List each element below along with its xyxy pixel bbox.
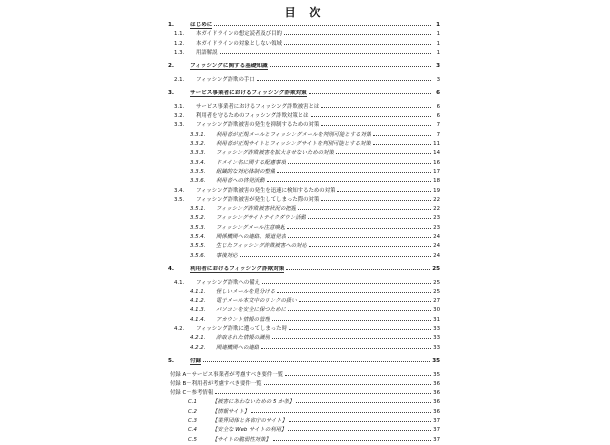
toc-entry (168, 30, 440, 39)
dot-leader (336, 153, 431, 154)
toc-entry-page: 36 (433, 399, 440, 406)
dot-leader (284, 44, 431, 45)
toc-entry-title: フィッシングに関する基礎知識 (190, 63, 268, 70)
toc-entry (168, 196, 440, 205)
toc-entry-number: 3.2. (174, 113, 185, 120)
toc-entry (168, 436, 440, 445)
toc-entry-title: パソコンを安全に保つために (216, 307, 286, 314)
toc-entry-page: 23 (433, 215, 440, 222)
toc-entry (168, 177, 440, 186)
toc-entry (168, 49, 440, 58)
toc-entry-number: C.4 (188, 427, 197, 434)
toc-entry-number: 3.3.1. (190, 131, 206, 138)
toc-entry-page: 1 (436, 22, 440, 28)
toc-entry (168, 252, 440, 261)
toc-entry-page: 27 (433, 298, 440, 305)
toc-entry-page: 36 (433, 380, 440, 387)
dot-leader (309, 246, 431, 247)
toc-entry-page: 35 (433, 371, 440, 378)
toc-entry-number: 4.2. (174, 326, 185, 333)
toc-entry (168, 103, 440, 112)
toc-entry (168, 149, 440, 158)
toc-entry-page: 37 (433, 418, 440, 425)
toc-entry (168, 233, 440, 242)
toc-entry-title: フィッシング詐欺の手口 (196, 76, 255, 83)
toc-entry (168, 187, 440, 196)
toc-entry (168, 21, 440, 30)
toc-entry-page: 33 (433, 335, 440, 342)
toc-entry (168, 40, 440, 49)
toc-entry (168, 224, 440, 233)
toc-entry-page: 11 (433, 141, 440, 148)
dot-leader (321, 107, 431, 108)
toc-entry-title: 【サイトの脆弱性対策】 (212, 436, 271, 443)
dot-leader (321, 125, 431, 126)
toc-entry-page: 35 (432, 358, 440, 365)
toc-entry-title: フィッシング詐欺被害の発生を抑制するための対策 (196, 122, 320, 129)
toc-entry-title: 【業界団体と各省庁のサイト】 (212, 418, 288, 425)
toc-entry (168, 214, 440, 223)
toc-entry-title: 怪しいメールを見分ける (216, 288, 276, 295)
toc-entry-number: 4.1.2. (190, 298, 206, 305)
dot-leader (288, 430, 431, 431)
dot-leader (240, 256, 431, 257)
toc-entry-title: 詐取された情報の識別 (216, 335, 270, 342)
dot-leader (373, 135, 431, 136)
dot-leader (299, 301, 431, 302)
toc-entry-number: C.3 (188, 418, 197, 425)
toc-entry (168, 76, 440, 85)
dot-leader (277, 292, 431, 293)
toc-entry-title: フィッシング詐欺被害の発生を迅速に検知するための対策 (196, 187, 336, 194)
toc-entry (168, 131, 440, 140)
toc-entry-number: 4. (168, 266, 175, 273)
toc-entry-number: 1.2. (174, 40, 185, 47)
toc-entry-number: 3.5.6. (190, 252, 206, 259)
toc-entry-number: 2. (168, 63, 175, 70)
dot-leader (261, 348, 431, 349)
toc-entry-number: 1. (168, 22, 175, 28)
dot-leader (288, 163, 431, 164)
toc-entry-title: 付録 A－サービス事業者が考慮すべき要件一覧 (170, 371, 284, 378)
toc-entry (168, 89, 440, 98)
toc-entry-title: 本ガイドラインの対象としない領域 (196, 40, 282, 47)
toc-entry-title: フィッシング詐欺被害を拡大させないための対策 (216, 150, 334, 157)
toc-entry (168, 325, 440, 334)
toc-entry-title: 組織的な対応体制の整備 (216, 168, 276, 175)
toc-entry-title: 【被害にあわないための 5 か条】 (212, 399, 295, 406)
toc-entry-title: 付録 (190, 358, 202, 365)
toc-entry (168, 380, 440, 389)
toc-entry-number: 4.1.3. (190, 307, 206, 314)
dot-leader (337, 191, 431, 192)
toc-entry (168, 417, 440, 426)
dot-leader (257, 80, 431, 81)
dot-leader (220, 53, 431, 54)
toc-entry-number: 4.1. (174, 279, 185, 286)
toc-entry (168, 121, 440, 130)
toc-entry-title: フィッシング詐欺への備え (196, 279, 261, 286)
toc-entry-page: 31 (433, 316, 440, 323)
toc-entry-number: 3.1. (174, 103, 185, 110)
toc-entry-page: 25 (433, 288, 440, 295)
toc-entry-page: 30 (433, 307, 440, 314)
toc-entry-page: 36 (433, 390, 440, 397)
dot-leader (308, 218, 431, 219)
toc-title: 目 次 (284, 6, 326, 19)
toc-entry (168, 265, 440, 274)
dot-leader (373, 144, 431, 145)
toc-entry-number: 3.5. (174, 196, 185, 203)
toc-entry-page: 22 (433, 196, 440, 203)
toc-entry-page: 18 (433, 178, 440, 185)
toc-entry-number: 3.5.5. (190, 243, 206, 250)
toc-entry-title: 電子メール本文中のリンクの扱い (216, 298, 297, 305)
toc-entry-page: 24 (433, 233, 440, 240)
toc-entry-title: 利用者を守るためのフィッシング詐欺対策とは (196, 113, 309, 120)
dot-leader (289, 329, 431, 330)
toc-entry-title: フィッシングメール注意喚起 (216, 224, 286, 231)
toc-entry (168, 297, 440, 306)
toc-entry-page: 37 (433, 436, 440, 443)
toc-entry-page: 36 (433, 408, 440, 415)
dot-leader (311, 116, 431, 117)
toc-entry-title: 事後対応 (216, 252, 238, 259)
toc-entry-page: 23 (433, 224, 440, 231)
dot-leader (264, 384, 431, 385)
toc-entry-number: 3.3.4. (190, 159, 206, 166)
toc-entry-page: 25 (433, 279, 440, 286)
toc-entry (168, 426, 440, 435)
toc-entry-number: 3.5.3. (190, 224, 206, 231)
toc-entry-number: 3.4. (174, 187, 185, 194)
toc-entry-title: 【安全な Web サイトの利用】 (212, 427, 287, 434)
toc-entry-title: 関係機関への連絡、報道発表 (216, 233, 287, 240)
dot-leader (267, 181, 431, 182)
toc-entry-title: 利用者におけるフィッシング詐欺対策 (190, 266, 285, 273)
dot-leader (262, 283, 431, 284)
toc-entry-page: 37 (433, 427, 440, 434)
toc-entry-page: 33 (433, 326, 440, 333)
toc-entry-title: 本ガイドラインの想定読者及び目的 (196, 31, 282, 38)
toc-entry-number: C.2 (188, 408, 197, 415)
toc-entry-page: 1 (436, 49, 440, 56)
dot-leader (273, 440, 431, 441)
dot-leader (215, 393, 431, 394)
toc-entry-page: 17 (433, 168, 440, 175)
toc-entry (168, 112, 440, 121)
dot-leader (288, 237, 431, 238)
toc-entry-number: 1.3. (174, 49, 185, 56)
toc-entry-page: 19 (433, 187, 440, 194)
toc-entry-title: ドメイン名に関する配慮事項 (216, 159, 286, 166)
toc-entry-title: 利用者への啓発活動 (216, 178, 265, 185)
dot-leader (272, 338, 431, 339)
toc-entry-title: フィッシング詐欺被害状況の把握 (216, 206, 297, 213)
toc-entry (168, 159, 440, 168)
toc-entry-number: 3. (168, 90, 175, 97)
toc-entry-number: 3.5.4. (190, 233, 206, 240)
toc-entry (168, 205, 440, 214)
toc-entry-number: 2.1. (174, 76, 185, 83)
toc-entry-title: 利用者が正規サイトとフィッシングサイトを判別可能とする対策 (216, 141, 371, 148)
dot-leader (298, 209, 431, 210)
toc-entry (168, 357, 440, 366)
toc-entry-title: 付録 C－参考情報 (170, 390, 214, 397)
toc-entry-title: 用語解説 (196, 49, 218, 56)
toc-entry-page: 3 (436, 63, 440, 70)
toc-entry-page: 22 (433, 206, 440, 213)
toc-entry-number: 3.5.2. (190, 215, 206, 222)
toc-entry-number: 3.3.3. (190, 150, 206, 157)
toc-entry-number: 3.3. (174, 122, 185, 129)
toc-entry (168, 62, 440, 71)
toc-entry-title: 生じたフィッシング詐欺被害への対応 (216, 243, 307, 250)
toc-entry-page: 3 (436, 76, 440, 83)
dot-leader (289, 421, 431, 422)
toc-entry-page: 7 (436, 122, 440, 129)
toc-entry-page: 25 (432, 266, 440, 273)
toc-entry (168, 344, 440, 353)
toc-entry-title: フィッシング詐欺被害が発生してしまった際の対策 (196, 196, 320, 203)
toc-entry (168, 279, 440, 288)
toc-entry (168, 316, 440, 325)
dot-leader (296, 402, 431, 403)
toc-entry-page: 1 (436, 31, 440, 38)
toc-entry (168, 288, 440, 297)
toc-entry-number: C.1 (188, 399, 197, 406)
toc-entry-title: 付録 B－利用者が考慮すべき要件一覧 (170, 380, 262, 387)
toc-entry-title: サービス事業者におけるフィッシング詐欺被害とは (196, 103, 320, 110)
table-of-contents (168, 21, 440, 445)
toc-entry-page: 14 (433, 150, 440, 157)
dot-leader (270, 66, 431, 67)
toc-entry-title: サービス事業者におけるフィッシング詐欺対策 (190, 90, 307, 97)
toc-entry-number: 4.1.4. (190, 316, 206, 323)
toc-entry-number: 5. (168, 358, 175, 365)
toc-entry-page: 1 (436, 40, 440, 47)
dot-leader (285, 375, 431, 376)
toc-entry (168, 242, 440, 251)
toc-entry-title: アカウント情報の管理 (216, 316, 270, 323)
toc-entry-page: 6 (436, 113, 440, 120)
toc-entry-number: 4.1.1. (190, 288, 206, 295)
toc-entry-number: 4.2.2. (190, 344, 206, 351)
toc-entry-number: C.5 (188, 436, 197, 443)
toc-entry-title: 利用者が正規メールとフィッシングメールを判別可能とする対策 (216, 131, 372, 138)
toc-entry-page: 24 (433, 243, 440, 250)
toc-entry-title: 【情報サイト】 (212, 408, 250, 415)
toc-entry-number: 4.2.1. (190, 335, 206, 342)
toc-entry (168, 389, 440, 398)
toc-entry-title: フィッシングサイトテイクダウン活動 (216, 215, 306, 222)
dot-leader (287, 228, 431, 229)
toc-entry-number: 3.3.2. (190, 141, 206, 148)
toc-entry-title: 関連機関への連絡 (216, 344, 260, 351)
dot-leader (309, 93, 431, 94)
dot-leader (214, 25, 431, 26)
dot-leader (272, 320, 431, 321)
dot-leader (321, 200, 431, 201)
toc-entry-page: 6 (436, 90, 440, 97)
toc-entry (168, 334, 440, 343)
toc-entry-page: 24 (433, 252, 440, 259)
toc-entry (168, 306, 440, 315)
toc-entry-number: 3.3.5. (190, 168, 206, 175)
dot-leader (251, 412, 431, 413)
dot-leader (277, 172, 431, 173)
dot-leader (284, 34, 431, 35)
toc-entry-number: 3.3.6. (190, 178, 206, 185)
dot-leader (288, 310, 431, 311)
toc-entry-number: 3.5.1. (190, 206, 206, 213)
dot-leader (203, 361, 430, 362)
toc-entry-page: 16 (433, 159, 440, 166)
toc-entry-title: はじめに (190, 22, 213, 28)
toc-entry (168, 371, 440, 380)
toc-entry (168, 168, 440, 177)
toc-entry-number: 1.1. (174, 31, 185, 38)
toc-entry-title: フィッシング詐欺に遭ってしまった時 (196, 326, 287, 333)
toc-entry (168, 408, 440, 417)
toc-entry-page: 7 (436, 131, 440, 138)
toc-entry-page: 33 (433, 344, 440, 351)
toc-entry (168, 140, 440, 149)
dot-leader (286, 269, 430, 270)
toc-entry-page: 6 (436, 103, 440, 110)
